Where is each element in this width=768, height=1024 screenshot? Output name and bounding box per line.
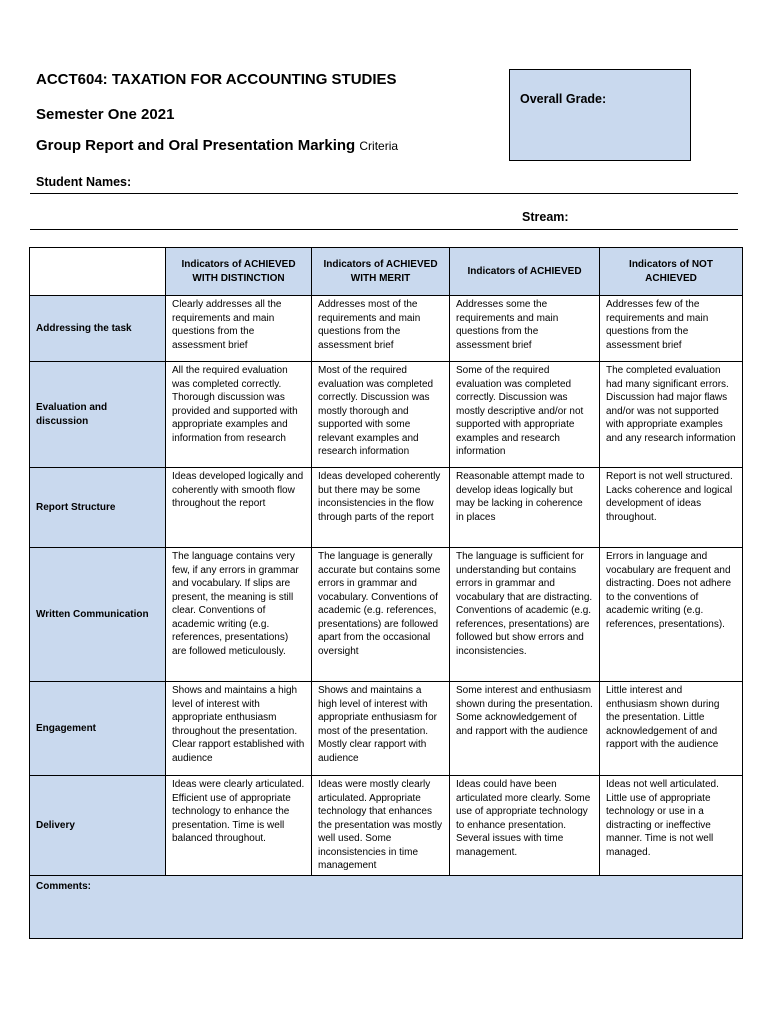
- rubric-cell: Shows and maintains a high level of interest with appropriate enthusiasm for most of the presentation. Mostly clear rapport with audience: [312, 682, 450, 776]
- overall-grade-label: Overall Grade:: [520, 92, 607, 106]
- criterion-label: Written Communication: [30, 548, 166, 682]
- rubric-cell: Shows and maintains a high level of interest with appropriate enthusiasm throughout the presentation. Clear rapport established with audience: [166, 682, 312, 776]
- semester-heading: Semester One 2021: [36, 106, 175, 123]
- rubric-cell: The language contains very few, if any errors in grammar and vocabulary. If slips are present, the meaning is still clear. Conventions of academic writing (e.g. references, presentations) are followed meticulously.: [166, 548, 312, 682]
- comments-field[interactable]: [30, 875, 743, 938]
- subtitle-suffix: Criteria: [359, 139, 399, 153]
- criterion-label: Addressing the task: [30, 296, 166, 362]
- rubric-corner-cell: [30, 248, 166, 296]
- rubric-cell: Errors in language and vocabulary are frequent and distracting. Does not adhere to the conventions of academic writing (e.g. references, presentations).: [600, 548, 743, 682]
- rubric-cell: Ideas not well articulated. Little use of appropriate technology or use in a distracting or ineffective manner. Time is not well managed.: [600, 776, 743, 876]
- comments-label: Comments:: [36, 880, 92, 892]
- criterion-label: Delivery: [30, 776, 166, 876]
- rubric-cell: Most of the required evaluation was completed correctly. Discussion was mostly thorough and supported with some relevant examples and research information: [312, 362, 450, 468]
- rubric-row-addressing-task: [30, 296, 743, 362]
- student-names-label: Student Names:: [36, 175, 132, 189]
- course-title: ACCT604: TAXATION FOR ACCOUNTING STUDIES: [36, 71, 397, 88]
- rubric-cell: Some interest and enthusiasm shown during the presentation. Some acknowledgement of and rapport with the audience: [450, 682, 600, 776]
- column-header-achieved: Indicators of ACHIEVED: [450, 248, 600, 296]
- rubric-cell: Clearly addresses all the requirements and main questions from the assessment brief: [166, 296, 312, 362]
- rubric-cell: Addresses most of the requirements and main questions from the assessment brief: [312, 296, 450, 362]
- rubric-cell: Report is not well structured. Lacks coherence and logical development of ideas throughout.: [600, 468, 743, 548]
- rubric-cell: The language is sufficient for understanding but contains errors in grammar and vocabulary that are distracting. Conventions of academic (e.g. references, presentations) are followed but show errors and inconsistencies.: [450, 548, 600, 682]
- document-subtitle: [36, 137, 398, 154]
- column-header-distinction: Indicators of ACHIEVED WITH DISTINCTION: [166, 248, 312, 296]
- rubric-cell: Addresses some the requirements and main questions from the assessment brief: [450, 296, 600, 362]
- rubric-cell: Some of the required evaluation was completed correctly. Discussion was mostly descriptive and/or not supported with appropriate examples and research information: [450, 362, 600, 468]
- overall-grade-box[interactable]: [509, 69, 691, 161]
- rubric-cell: Addresses few of the requirements and main questions from the assessment brief: [600, 296, 743, 362]
- rubric-cell: Ideas developed logically and coherently with smooth flow throughout the report: [166, 468, 312, 548]
- rubric-cell: Ideas were mostly clearly articulated. Appropriate technology that enhances the presentation was mostly well used. Some inconsistencies in time management: [312, 776, 450, 876]
- rubric-row-delivery: [30, 776, 743, 876]
- stream-label: Stream:: [522, 210, 569, 224]
- stream-line[interactable]: [30, 229, 738, 230]
- rubric-cell: Ideas were clearly articulated. Efficient use of appropriate technology to enhance the presentation. Time is well balanced throughout.: [166, 776, 312, 876]
- criterion-label: Engagement: [30, 682, 166, 776]
- rubric-cell: Reasonable attempt made to develop ideas logically but may be lacking in coherence in places: [450, 468, 600, 548]
- rubric-row-evaluation: [30, 362, 743, 468]
- rubric-cell: The completed evaluation had many significant errors. Discussion had major flaws and/or was not supported with appropriate examples and any research information: [600, 362, 743, 468]
- subtitle-main: Group Report and Oral Presentation Marking: [36, 137, 356, 154]
- rubric-row-written-communication: [30, 548, 743, 682]
- marking-rubric-table: [29, 247, 743, 939]
- column-header-merit: Indicators of ACHIEVED WITH MERIT: [312, 248, 450, 296]
- rubric-cell: Ideas developed coherently but there may be some inconsistencies in the flow through parts of the report: [312, 468, 450, 548]
- student-names-line[interactable]: [30, 193, 738, 194]
- rubric-cell: All the required evaluation was completed correctly. Thorough discussion was provided and supported with appropriate examples and information from research: [166, 362, 312, 468]
- rubric-row-report-structure: [30, 468, 743, 548]
- criterion-label: Report Structure: [30, 468, 166, 548]
- rubric-header-row: [30, 248, 743, 296]
- rubric-comments-row: [30, 875, 743, 938]
- rubric-cell: Little interest and enthusiasm shown during the presentation. Little acknowledgement of and rapport with the audience: [600, 682, 743, 776]
- column-header-not-achieved: Indicators of NOT ACHIEVED: [600, 248, 743, 296]
- criterion-label: Evaluation and discussion: [30, 362, 166, 468]
- rubric-row-engagement: [30, 682, 743, 776]
- rubric-cell: The language is generally accurate but contains some errors in grammar and vocabulary. Conventions of academic (e.g. references, presentations) are followed apart from the occasional oversight: [312, 548, 450, 682]
- rubric-cell: Ideas could have been articulated more clearly. Some use of appropriate technology to enhance presentation. Several issues with time management.: [450, 776, 600, 876]
